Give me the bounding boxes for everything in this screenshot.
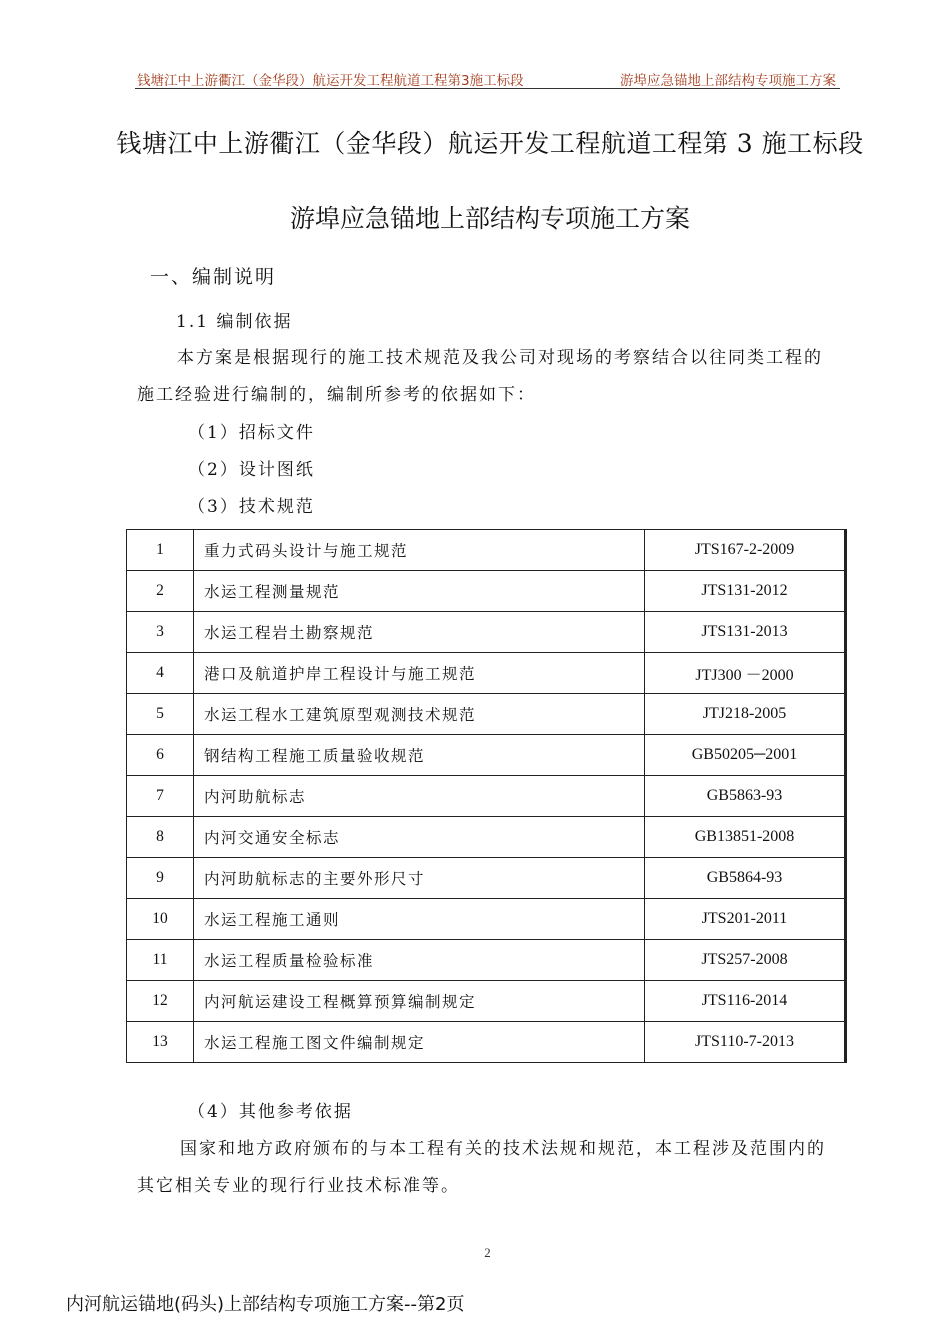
table-row <box>127 1022 845 1063</box>
paragraph-line: 其它相关专业的现行行业技术标准等。 <box>137 1176 460 1196</box>
section-heading: 一、编制说明 <box>150 266 277 288</box>
page-number: 2 <box>484 1245 491 1260</box>
row-number: 11 <box>127 940 194 981</box>
standard-name: 内河交通安全标志 <box>194 817 645 858</box>
paragraph-line: 本方案是根据现行的施工技术规范及我公司对现场的考察结合以往同类工程的 <box>177 348 823 368</box>
row-number: 9 <box>127 858 194 899</box>
header-project-title: 钱塘江中上游衢江（金华段）航运开发工程航道工程第3施工标段 <box>137 73 524 89</box>
basis-item-design-drawings: （2）设计图纸 <box>188 460 315 480</box>
row-number: 10 <box>127 899 194 940</box>
standard-code: JTS110-7-2013 <box>645 1022 845 1063</box>
standard-name: 水运工程质量检验标准 <box>194 940 645 981</box>
basis-item-tender-documents: （1）招标文件 <box>188 423 315 443</box>
standard-name: 重力式码头设计与施工规范 <box>194 530 645 571</box>
table-row <box>127 981 845 1022</box>
table-row <box>127 735 845 776</box>
standard-code: GB5864-93 <box>645 858 845 899</box>
row-number: 5 <box>127 694 194 735</box>
table-row <box>127 694 845 735</box>
row-number: 8 <box>127 817 194 858</box>
standard-name: 水运工程施工图文件编制规定 <box>194 1022 645 1063</box>
row-number: 2 <box>127 571 194 612</box>
row-number: 12 <box>127 981 194 1022</box>
document-title-line1: 钱塘江中上游衢江（金华段）航运开发工程航道工程第 3 施工标段 <box>116 129 864 158</box>
document-title-line2: 游埠应急锚地上部结构专项施工方案 <box>289 204 690 233</box>
row-number: 13 <box>127 1022 194 1063</box>
basis-item-other-references: （4）其他参考依据 <box>188 1102 353 1122</box>
row-number: 7 <box>127 776 194 817</box>
table-row <box>127 530 845 571</box>
standard-code: GB5863-93 <box>645 776 845 817</box>
standards-table <box>126 529 845 1063</box>
running-header <box>135 66 840 89</box>
row-number: 6 <box>127 735 194 776</box>
paragraph-line: 施工经验进行编制的，编制所参考的依据如下： <box>137 385 536 405</box>
footer-caption: 内河航运锚地(码头)上部结构专项施工方案--第2页 <box>66 1294 465 1315</box>
standard-name: 港口及航道护岸工程设计与施工规范 <box>194 653 645 694</box>
standard-name: 内河助航标志 <box>194 776 645 817</box>
table-row <box>127 571 845 612</box>
basis-item-technical-codes: （3）技术规范 <box>188 497 315 517</box>
standard-code: JTS201-2011 <box>645 899 845 940</box>
table-row <box>127 858 845 899</box>
row-number: 4 <box>127 653 194 694</box>
table-row <box>127 653 845 694</box>
standard-code: JTS116-2014 <box>645 981 845 1022</box>
row-number: 1 <box>127 530 194 571</box>
standard-code: JTJ300 －2000 <box>645 653 845 694</box>
table-row <box>127 612 845 653</box>
standard-code: GB13851-2008 <box>645 817 845 858</box>
standard-name: 内河助航标志的主要外形尺寸 <box>194 858 645 899</box>
table-row <box>127 940 845 981</box>
header-document-title: 游埠应急锚地上部结构专项施工方案 <box>620 73 836 89</box>
subsection-heading: 1.1 编制依据 <box>176 312 293 332</box>
standard-code: JTS131-2013 <box>645 612 845 653</box>
standard-code: JTJ218-2005 <box>645 694 845 735</box>
standard-name: 水运工程施工通则 <box>194 899 645 940</box>
standard-code: JTS257-2008 <box>645 940 845 981</box>
standard-name: 水运工程水工建筑原型观测技术规范 <box>194 694 645 735</box>
row-number: 3 <box>127 612 194 653</box>
standard-code: JTS131-2012 <box>645 571 845 612</box>
standard-name: 水运工程岩土勘察规范 <box>194 612 645 653</box>
standard-code: GB50205─2001 <box>645 735 845 776</box>
standard-code: JTS167-2-2009 <box>645 530 845 571</box>
table-row <box>127 817 845 858</box>
standard-name: 水运工程测量规范 <box>194 571 645 612</box>
table-row <box>127 899 845 940</box>
standard-name: 钢结构工程施工质量验收规范 <box>194 735 645 776</box>
standard-name: 内河航运建设工程概算预算编制规定 <box>194 981 645 1022</box>
table-row <box>127 776 845 817</box>
paragraph-line: 国家和地方政府颁布的与本工程有关的技术法规和规范，本工程涉及范围内的 <box>180 1139 826 1159</box>
